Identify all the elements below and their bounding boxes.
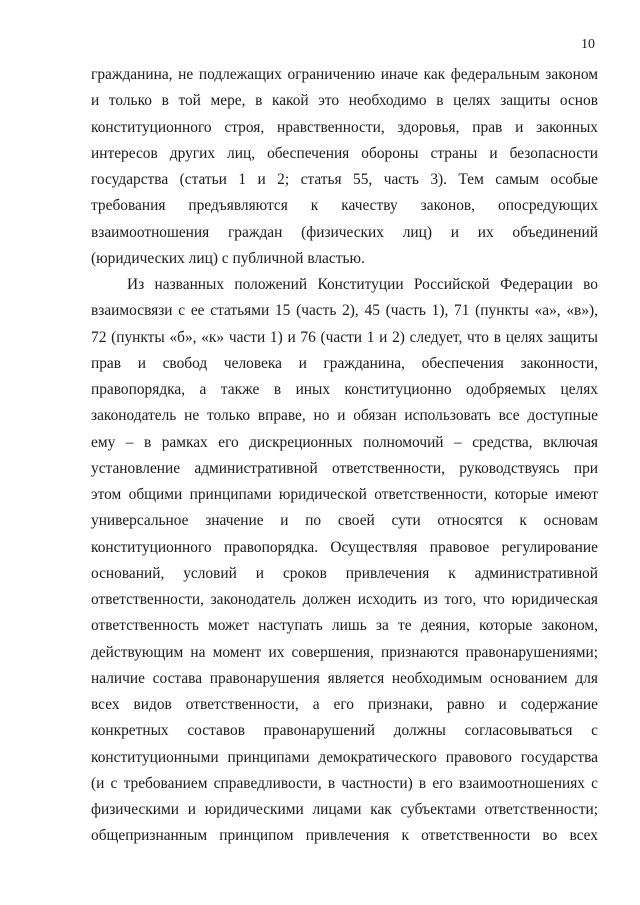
text-line: и только в той мере, в какой это необходимо в целях защиты основ: [91, 92, 598, 110]
text-line: ответственность может наступать лишь за те деяния, которые законом,: [91, 617, 598, 635]
text-line: оснований, условий и сроков привлечения к административной: [91, 564, 598, 582]
text-line: универсальное значение и по своей сути относятся к основам: [91, 512, 598, 530]
text-line: физическими и юридическими лицами как субъектами ответственности;: [91, 801, 598, 818]
text-line: требования предъявляются к качеству законов, опосредующих: [91, 197, 598, 215]
paragraph: [91, 62, 598, 272]
text-line: установление административной ответственности, руководствуясь при: [91, 459, 598, 477]
text-line: конкретных составов правонарушений должны согласовываться с: [91, 722, 598, 740]
text-line: взаимосвязи с ее статьями 15 (часть 2), 45 (часть 1), 71 (пункты «а», «в»),: [91, 302, 598, 320]
text-line: интересов других лиц, обеспечения обороны страны и безопасности: [91, 144, 598, 162]
text-line: конституционного строя, нравственности, здоровья, прав и законных: [91, 118, 598, 136]
text-line: прав и свобод человека и гражданина, обеспечения законности,: [91, 354, 598, 372]
text-line: правопорядка, а также в иных конституционно одобряемых целях: [91, 381, 598, 398]
text-line: гражданина, не подлежащих ограничению иначе как федеральным законом: [91, 66, 598, 83]
text-line: государства (статьи 1 и 2; статья 55, часть 3). Тем самым особые: [91, 171, 598, 188]
text-line: этом общими принципами юридической ответственности, которые имеют: [91, 486, 598, 503]
text-line: ответственности, законодатель должен исходить из того, что юридическая: [91, 591, 598, 608]
text-line: конституционного правопорядка. Осуществляя правовое регулирование: [91, 538, 598, 556]
text-line: Из названных положений Конституции Российской Федерации во: [127, 276, 598, 293]
text-line: 72 (пункты «б», «к» части 1) и 76 (части 1 и 2) следует, что в целях защиты: [91, 328, 598, 346]
text-line: конституционными принципами демократического правового государства: [91, 748, 598, 766]
paragraph: [91, 272, 598, 850]
page-number: 10: [581, 37, 595, 52]
text-line: взаимоотношения граждан (физических лиц) и их объединений: [91, 223, 598, 241]
text-line: наличие состава правонарушения является необходимым основанием для: [91, 669, 598, 687]
text-line: общепризнанным принципом привлечения к ответственности во всех: [91, 827, 598, 845]
text-line: (и с требованием справедливости, в частности) в его взаимоотношениях с: [91, 774, 598, 792]
text-line: ему – в рамках его дискреционных полномочий – средства, включая: [91, 433, 598, 451]
body-text: [91, 62, 598, 850]
text-line: законодатель не только вправе, но и обязан использовать все доступные: [91, 407, 598, 425]
text-line: действующим на момент их совершения, признаются правонарушениями;: [91, 643, 598, 661]
text-line: всех видов ответственности, а его признаки, равно и содержание: [91, 696, 598, 713]
text-line: (юридических лиц) с публичной властью.: [91, 249, 365, 267]
